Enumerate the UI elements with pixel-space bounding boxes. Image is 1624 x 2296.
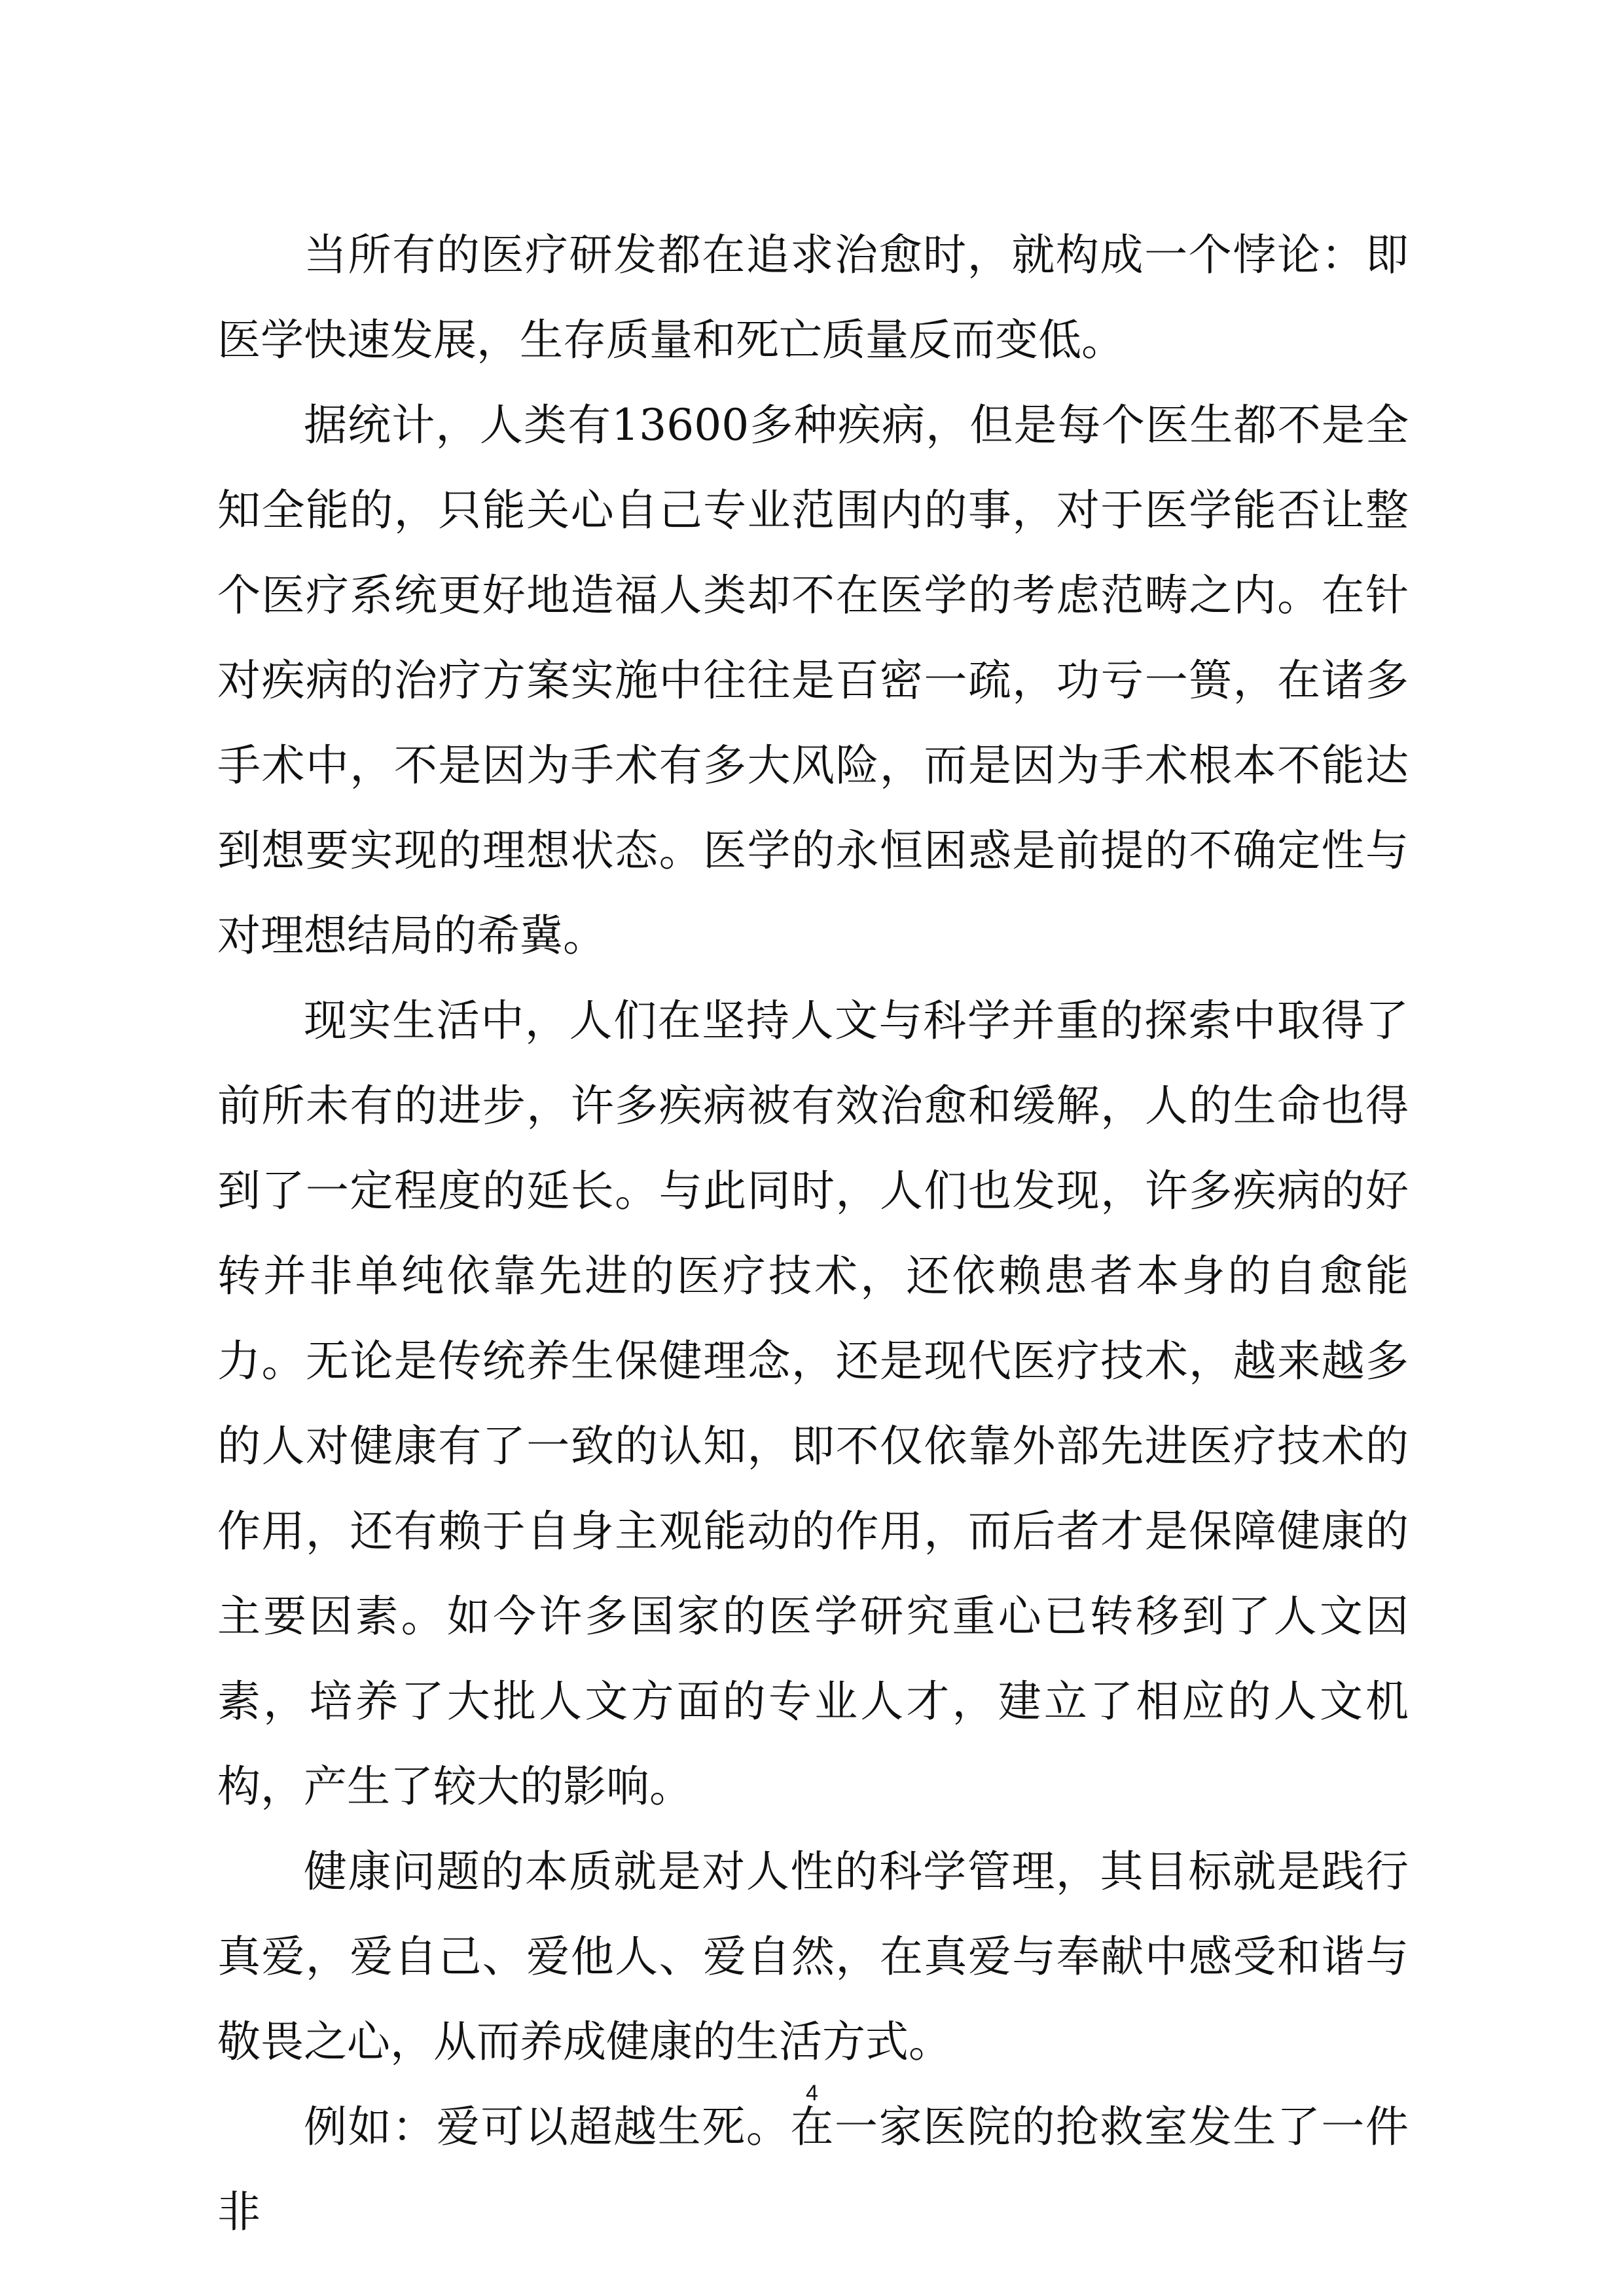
paragraph-3: 现实生活中，人们在坚持人文与科学并重的探索中取得了前所未有的进步，许多疾病被有效治愈和缓解，人的生命也得到了一定程度的延长。与此同时，人们也发现，许多疾病的好转并非单纯依靠先进的医疗技术，还依赖患者本身的自愈能力。无论是传统养生保健理念，还是现代医疗技术，越来越多的人对健康有了一致的认知，即不仅依靠外部先进医疗技术的作用，还有赖于自身主观能动的作用，而后者才是保障健康的主要因素。如今许多国家的医学研究重心已转移到了人文因素，培养了大批人文方面的专业人才，建立了相应的人文机构，产生了较大的影响。 — [217, 996, 1409, 1812]
paragraph-4: 健康问题的本质就是对人性的科学管理，其目标就是践行真爱，爱自己、爱他人、爱自然，在真爱与奉献中感受和谐与敬畏之心，从而养成健康的生活方式。 — [217, 1846, 1409, 2067]
paragraph-2: 据统计，人类有13600多种疾病，但是每个医生都不是全知全能的，只能关心自己专业范围内的事，对于医学能否让整个医疗系统更好地造福人类却不在医学的考虑范畴之内。在针对疾病的治疗方案实施中往往是百密一疏，功亏一篑，在诸多手术中，不是因为手术有多大风险，而是因为手术根本不能达到想要实现的理想状态。医学的永恒困惑是前提的不确定性与对理想结局的希冀。 — [217, 400, 1409, 961]
paragraph-1: 当所有的医疗研发都在追求治愈时，就构成一个悖论：即医学快速发展，生存质量和死亡质量反而变低。 — [217, 230, 1409, 365]
page-number: 4 — [806, 2081, 818, 2106]
body-text — [217, 213, 1409, 2255]
paragraph-5: 例如：爱可以超越生死。在一家医院的抢救室发生了一件非 — [217, 2102, 1409, 2237]
